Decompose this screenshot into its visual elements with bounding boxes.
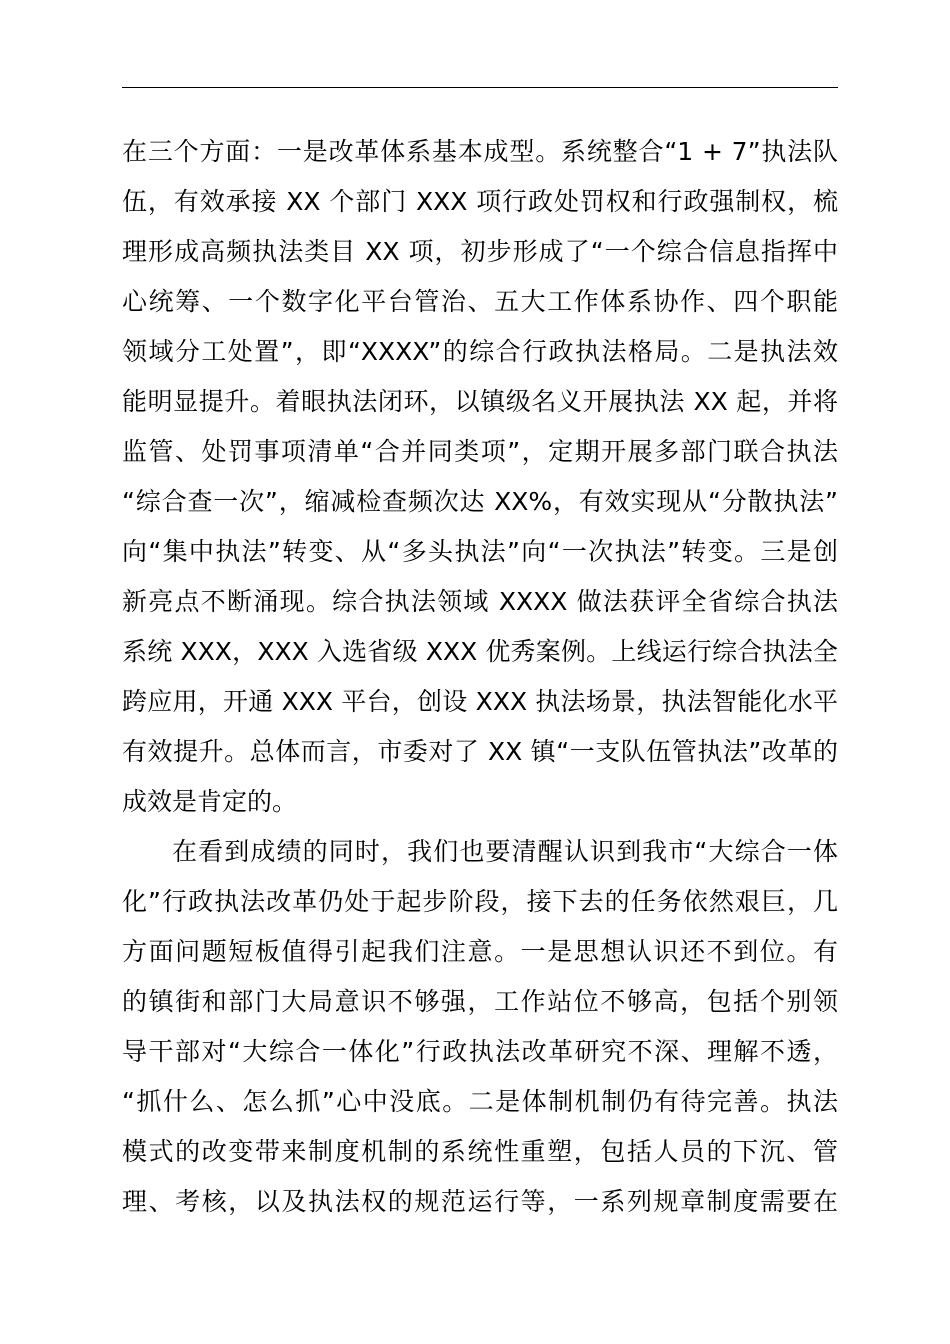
text-line: 导干部对“大综合一体化”行政执法改革研究不深、理解不透，: [122, 1037, 838, 1066]
text-line: 成效是肯定的。: [122, 787, 298, 816]
text-line: 模式的改变带来制度机制的系统性重塑，包括人员的下沉、管: [122, 1137, 838, 1166]
text-line: 领域分工处置”，即“XXXX”的综合行政执法格局。二是执法效: [122, 337, 838, 366]
text-line: 在看到成绩的同时，我们也要清醒认识到我市“大综合一体: [172, 837, 838, 866]
text-line: 心统筹、一个数字化平台管治、五大工作体系协作、四个职能: [122, 287, 838, 316]
paragraph-2: [122, 827, 838, 1227]
text-line: 在三个方面：一是改革体系基本成型。系统整合“1 + 7”执法队: [122, 137, 838, 166]
text-line: 新亮点不断涌现。综合执法领域 XXXX 做法获评全省综合执法: [122, 587, 838, 616]
text-line: “抓什么、怎么抓”心中没底。二是体制机制仍有待完善。执法: [122, 1087, 838, 1116]
paragraph-1: [122, 127, 838, 827]
text-line: 理形成高频执法类目 XX 项，初步形成了“一个综合信息指挥中: [122, 237, 838, 266]
text-line: 监管、处罚事项清单“合并同类项”，定期开展多部门联合执法: [122, 437, 838, 466]
text-line: 能明显提升。着眼执法闭环，以镇级名义开展执法 XX 起，并将: [122, 387, 838, 416]
text-line: 理、考核，以及执法权的规范运行等，一系列规章制度需要在: [122, 1187, 838, 1216]
text-line: 向“集中执法”转变、从“多头执法”向“一次执法”转变。三是创: [122, 537, 838, 566]
text-line: 系统 XXX，XXX 入选省级 XXX 优秀案例。上线运行综合执法全: [122, 637, 838, 666]
body-text: [122, 127, 838, 1227]
header-rule: [122, 87, 838, 88]
text-line: 的镇街和部门大局意识不够强，工作站位不够高，包括个别领: [122, 987, 838, 1016]
text-line: 有效提升。总体而言，市委对了 XX 镇“一支队伍管执法”改革的: [122, 737, 838, 766]
text-line: “综合查一次”，缩减检查频次达 XX%，有效实现从“分散执法”: [122, 487, 838, 516]
text-line: 伍，有效承接 XX 个部门 XXX 项行政处罚权和行政强制权，梳: [122, 187, 838, 216]
text-line: 跨应用，开通 XXX 平台，创设 XXX 执法场景，执法智能化水平: [122, 687, 838, 716]
text-line: 化”行政执法改革仍处于起步阶段，接下去的任务依然艰巨，几: [122, 887, 838, 916]
text-line: 方面问题短板值得引起我们注意。一是思想认识还不到位。有: [122, 937, 838, 966]
